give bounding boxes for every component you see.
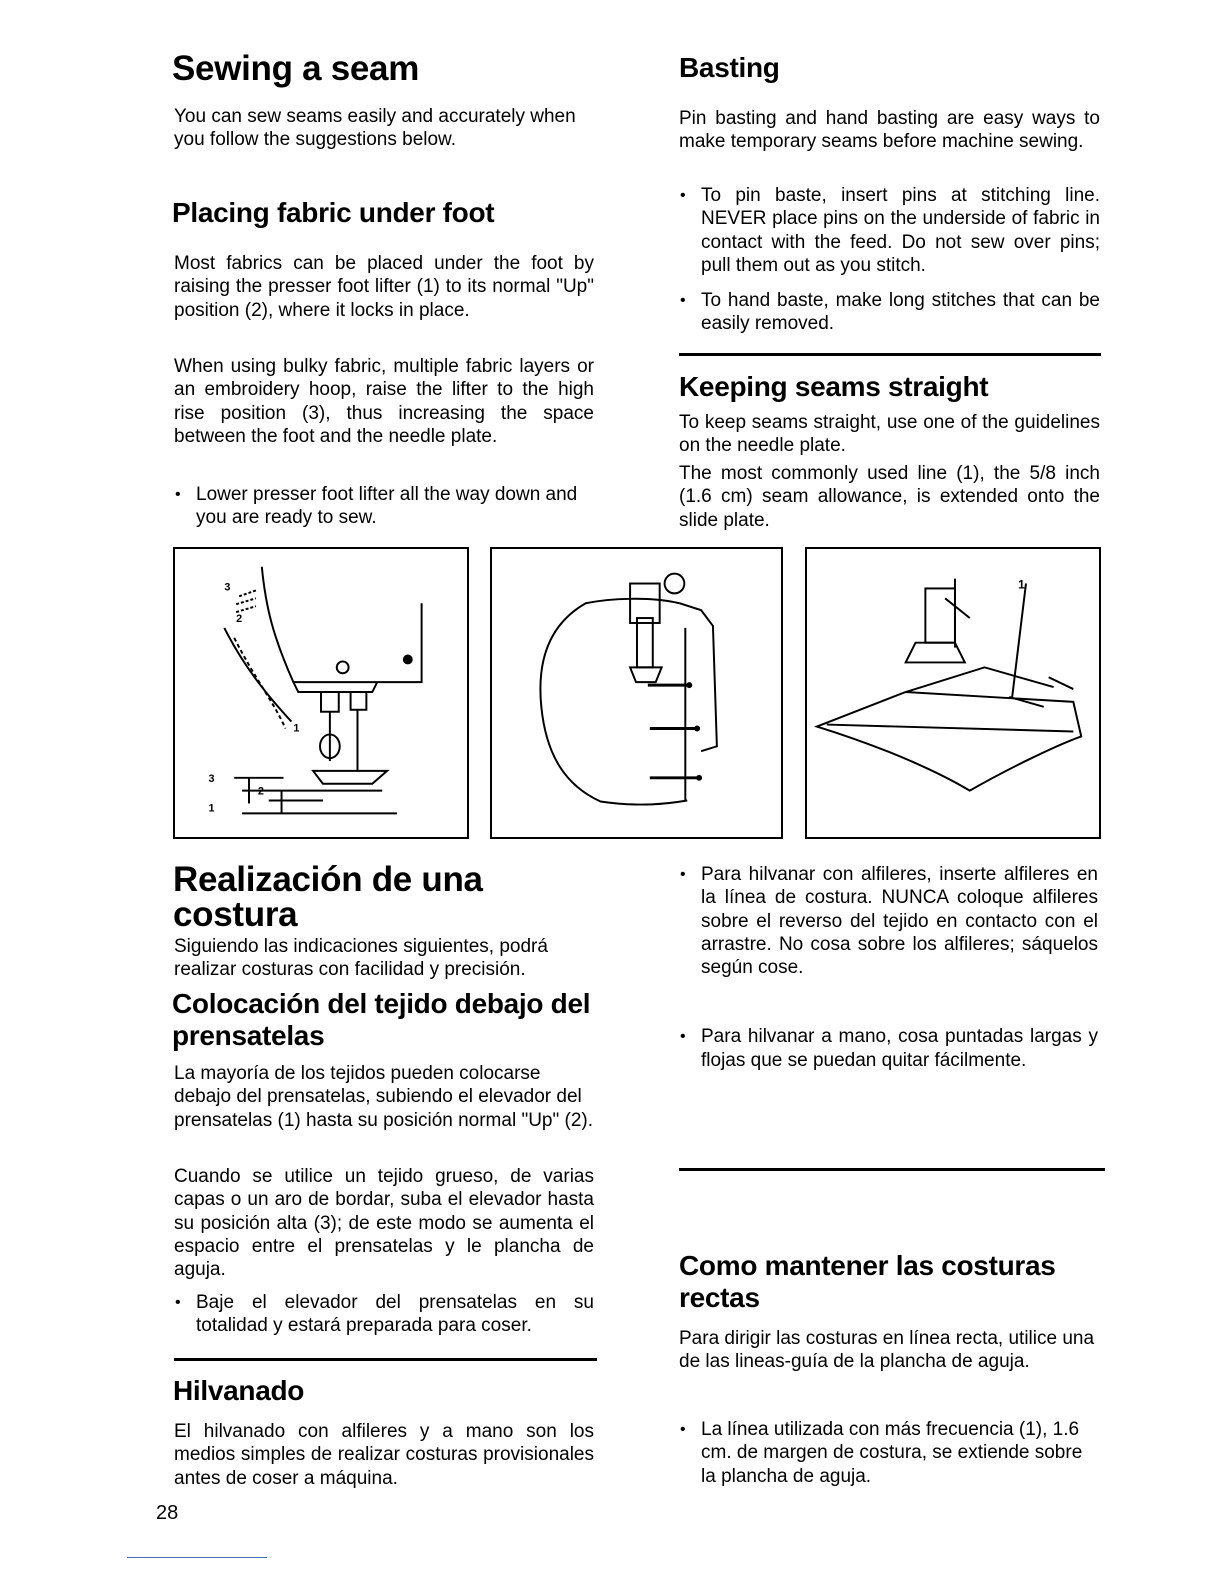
realizacion-title: Realización de una costura	[173, 860, 483, 934]
colocacion-p2: Cuando se utilice un tejido grueso, de varias capas o un aro de bordar, suba el elevador hasta su posición alta (3); de este modo se aumenta el espacio entre el prensatelas y le plancha de aguja.	[174, 1166, 594, 1281]
basting-title: Basting	[679, 52, 780, 83]
figure-seam-guide	[805, 547, 1101, 839]
fig1-label-3-bottom: 3	[208, 772, 215, 785]
page-number: 28	[156, 1502, 179, 1524]
sewing-seam-intro: You can sew seams easily and accurately when you follow the suggestions below.	[174, 106, 576, 151]
placing-fabric-p1: Most fabrics can be placed under the foot by raising the presser foot lifter (1) to its normal "Up" position (2), where it locks in place.	[174, 253, 594, 321]
hilvanado-title: Hilvanado	[173, 1375, 305, 1406]
keeping-straight-p1: To keep seams straight, use one of the guidelines on the needle plate.	[679, 412, 1100, 457]
divider	[679, 353, 1101, 356]
figure-pin-basting	[490, 547, 783, 839]
keeping-straight-title: Keeping seams straight	[679, 371, 989, 402]
como-mantener-title: Como mantener las costuras rectas	[679, 1250, 1056, 1313]
fig1-label-1-top: 1	[293, 722, 300, 735]
keeping-straight-p2: The most commonly used line (1), the 5/8 inch (1.6 cm) seam allowance, is extended onto the slide plate.	[679, 463, 1100, 531]
colocacion-bullet: • Baje el elevador del prensatelas en su totalidad y estará preparada para coser.	[174, 1291, 594, 1338]
basting-bullet-2: • To hand baste, make long stitches that can be easily removed.	[679, 289, 1100, 336]
placing-fabric-p2: When using bulky fabric, multiple fabric layers or an embroidery hoop, raise the lifter to the high rise position (3), thus increasing the space between the foot and the needle plate.	[174, 356, 594, 447]
fig3-label-1: 1	[1018, 577, 1025, 592]
como-mantener-p1: Para dirigir las costuras en línea recta, utilice una de las lineas-guía de la plancha de aguja.	[679, 1328, 1095, 1373]
divider	[679, 1168, 1105, 1171]
colocacion-title: Colocación del tejido debajo del prensatelas	[172, 988, 591, 1051]
hilvanado-bullets	[679, 863, 1098, 1072]
figure-presser-foot-lifter	[173, 547, 469, 839]
realizacion-intro: Siguiendo las indicaciones siguientes, podrá realizar costuras con facilidad y precisión.	[174, 936, 548, 981]
fig1-label-2-bottom: 2	[257, 785, 264, 798]
como-mantener-bullet: • La línea utilizada con más frecuencia (1), 1.6 cm. de margen de costura, se extiende sobre la plancha de aguja.	[679, 1418, 1100, 1488]
fig1-label-3-top: 3	[224, 581, 231, 594]
footer-line	[127, 1557, 267, 1558]
basting-bullet-1: • To pin baste, insert pins at stitching line. NEVER place pins on the underside of fabric in contact with the feed. Do not sew over pins; pull them out as you stitch.	[679, 184, 1100, 277]
hilvanado-p1: El hilvanado con alfileres y a mano son los medios simples de realizar costuras provisionales antes de coser a máquina.	[174, 1421, 594, 1489]
fig1-label-2-top: 2	[236, 612, 243, 625]
colocacion-bullets	[174, 1291, 594, 1338]
pin-basting-illustration	[492, 549, 781, 837]
placing-fabric-title: Placing fabric under foot	[172, 197, 495, 228]
fig1-label-1-bottom: 1	[208, 802, 215, 815]
colocacion-p1: La mayoría de los tejidos pueden colocarse debajo del prensatelas, subiendo el elevador del prensatelas (1) hasta su posición normal "Up" (2).	[174, 1063, 594, 1131]
presser-foot-illustration	[175, 549, 467, 837]
placing-fabric-bullets	[174, 483, 594, 530]
sewing-seam-title: Sewing a seam	[172, 49, 420, 88]
hilvanado-bullet-2: • Para hilvanar a mano, cosa puntadas largas y flojas que se puedan quitar fácilmente.	[679, 1025, 1098, 1072]
placing-fabric-bullet: • Lower presser foot lifter all the way down and you are ready to sew.	[174, 483, 594, 530]
seam-guide-illustration	[807, 549, 1099, 837]
basting-bullets	[679, 184, 1100, 336]
hilvanado-bullet-1: • Para hilvanar con alfileres, inserte alfileres en la línea de costura. NUNCA coloque alfileres sobre el reverso del tejido en contacto con el arrastre. No cosa sobre los alfileres; sáquelos según cose.	[679, 863, 1098, 979]
divider	[174, 1358, 597, 1361]
basting-intro: Pin basting and hand basting are easy ways to make temporary seams before machine sewing.	[679, 108, 1100, 153]
como-mantener-bullets	[679, 1418, 1100, 1488]
